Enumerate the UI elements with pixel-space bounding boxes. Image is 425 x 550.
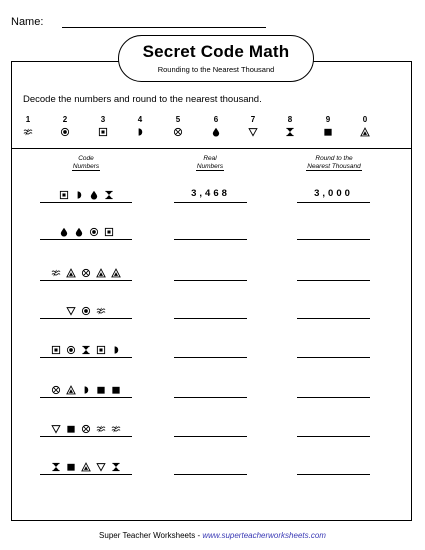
code-number-1 <box>40 189 132 201</box>
key-symbol <box>55 125 75 139</box>
key-symbol <box>318 125 338 139</box>
real-number-answer-line[interactable] <box>174 397 247 398</box>
down-triangle-icon <box>248 127 258 137</box>
name-line[interactable] <box>62 27 266 28</box>
rounded-answer-line[interactable] <box>297 280 370 281</box>
code-number-3 <box>40 267 132 279</box>
rounded-answer-line[interactable] <box>297 474 370 475</box>
triangle-stripe-icon <box>360 127 370 137</box>
hourglass-icon <box>285 127 295 137</box>
circle-dot-icon <box>81 306 91 316</box>
code-underline <box>40 280 132 281</box>
key-digit: 5 <box>175 115 181 124</box>
col-head-real-line2: Numbers <box>196 162 224 170</box>
rounded-answer-line[interactable] <box>297 239 370 240</box>
key-digit: 2 <box>62 115 68 124</box>
name-label: Name: <box>11 16 44 28</box>
key-symbol <box>130 125 150 139</box>
square-dot-icon <box>59 190 69 200</box>
triangle-stripe-icon <box>111 268 121 278</box>
key-item-4 <box>130 114 150 139</box>
code-number-4 <box>40 305 132 317</box>
circle-x-icon <box>81 424 91 434</box>
code-number-7 <box>40 423 132 435</box>
circle-dot-icon <box>60 127 70 137</box>
code-number-5 <box>40 344 132 356</box>
key-item-9 <box>318 114 338 139</box>
triangle-stripe-icon <box>96 268 106 278</box>
drop-icon <box>211 127 221 137</box>
key-digit: 3 <box>100 115 106 124</box>
waves-icon <box>111 424 121 434</box>
waves-icon <box>96 424 106 434</box>
real-number-answer-line[interactable] <box>174 357 247 358</box>
instructions: Decode the numbers and round to the nearest thousand. <box>23 94 262 105</box>
filled-square-icon <box>111 385 121 395</box>
code-underline <box>40 239 132 240</box>
col-head-real <box>180 155 240 171</box>
drop-icon <box>89 190 99 200</box>
square-dot-icon <box>104 227 114 237</box>
key-item-8 <box>280 114 300 139</box>
code-underline <box>40 436 132 437</box>
key-symbol <box>18 125 38 139</box>
square-dot-icon <box>51 345 61 355</box>
col-head-rounded-line1: Round to the <box>315 155 353 162</box>
key-digit: 8 <box>287 115 293 124</box>
half-circle-icon <box>74 190 84 200</box>
down-triangle-icon <box>66 306 76 316</box>
real-number-answer-line[interactable] <box>174 280 247 281</box>
footer-url[interactable]: www.superteacherworksheets.com <box>202 531 326 540</box>
triangle-stripe-icon <box>66 385 76 395</box>
waves-icon <box>96 306 106 316</box>
circle-x-icon <box>51 385 61 395</box>
rounded-answer-line[interactable] <box>297 202 370 203</box>
code-underline <box>40 397 132 398</box>
hourglass-icon <box>111 462 121 472</box>
circle-dot-icon <box>66 345 76 355</box>
real-number-answer-line[interactable] <box>174 202 247 203</box>
real-number-answer-line[interactable] <box>174 474 247 475</box>
key-item-1 <box>18 114 38 139</box>
key-item-3 <box>93 114 113 139</box>
real-number-answer-line[interactable] <box>174 318 247 319</box>
waves-icon <box>23 127 33 137</box>
drop-icon <box>74 227 84 237</box>
code-number-6 <box>40 384 132 396</box>
square-dot-icon <box>96 345 106 355</box>
down-triangle-icon <box>96 462 106 472</box>
code-number-2 <box>40 226 132 238</box>
waves-icon <box>51 268 61 278</box>
filled-square-icon <box>96 385 106 395</box>
code-underline <box>40 318 132 319</box>
code-underline <box>40 202 132 203</box>
code-underline <box>40 357 132 358</box>
footer <box>0 531 425 540</box>
triangle-stripe-icon <box>81 462 91 472</box>
col-head-code-line2: Numbers <box>72 162 100 170</box>
half-circle-icon <box>135 127 145 137</box>
key-digit: 6 <box>213 115 219 124</box>
key-symbol <box>206 125 226 139</box>
col-head-code-line1: Code <box>78 155 94 162</box>
key-digit: 4 <box>137 115 143 124</box>
hourglass-icon <box>104 190 114 200</box>
down-triangle-icon <box>51 424 61 434</box>
square-dot-icon <box>98 127 108 137</box>
key-item-2 <box>55 114 75 139</box>
real-number-answer-line[interactable] <box>174 436 247 437</box>
rounded-answer-line[interactable] <box>297 357 370 358</box>
rounded-answer-line[interactable] <box>297 318 370 319</box>
title-box <box>118 35 314 82</box>
col-head-rounded-line2: Nearest Thousand <box>307 162 361 170</box>
half-circle-icon <box>111 345 121 355</box>
col-head-rounded <box>294 155 374 171</box>
key-digit: 9 <box>325 115 331 124</box>
worksheet-title: Secret Code Math <box>142 42 290 61</box>
key-item-6 <box>206 114 226 139</box>
divider <box>12 148 411 149</box>
filled-square-icon <box>66 462 76 472</box>
circle-x-icon <box>81 268 91 278</box>
hourglass-icon <box>51 462 61 472</box>
real-number-answer: 3,468 <box>191 188 230 199</box>
rounded-answer: 3,000 <box>314 188 353 199</box>
key-item-5 <box>168 114 188 139</box>
filled-square-icon <box>323 127 333 137</box>
code-number-8 <box>40 461 132 473</box>
key-digit: 0 <box>362 115 368 124</box>
key-symbol <box>355 125 375 139</box>
real-number-answer-line[interactable] <box>174 239 247 240</box>
half-circle-icon <box>81 385 91 395</box>
triangle-stripe-icon <box>66 268 76 278</box>
footer-brand: Super Teacher Worksheets - <box>99 531 203 540</box>
key-symbol <box>243 125 263 139</box>
key-symbol <box>168 125 188 139</box>
hourglass-icon <box>81 345 91 355</box>
col-head-code <box>56 155 116 171</box>
col-head-real-line1: Real <box>203 155 217 162</box>
rounded-answer-line[interactable] <box>297 436 370 437</box>
filled-square-icon <box>66 424 76 434</box>
circle-x-icon <box>173 127 183 137</box>
key-digit: 1 <box>25 115 31 124</box>
key-digit: 7 <box>250 115 256 124</box>
rounded-answer-line[interactable] <box>297 397 370 398</box>
drop-icon <box>59 227 69 237</box>
key-item-0 <box>355 114 375 139</box>
code-underline <box>40 474 132 475</box>
key-symbol <box>280 125 300 139</box>
worksheet-subtitle: Rounding to the Nearest Thousand <box>157 65 275 74</box>
key-symbol <box>93 125 113 139</box>
circle-dot-icon <box>89 227 99 237</box>
key-item-7 <box>243 114 263 139</box>
